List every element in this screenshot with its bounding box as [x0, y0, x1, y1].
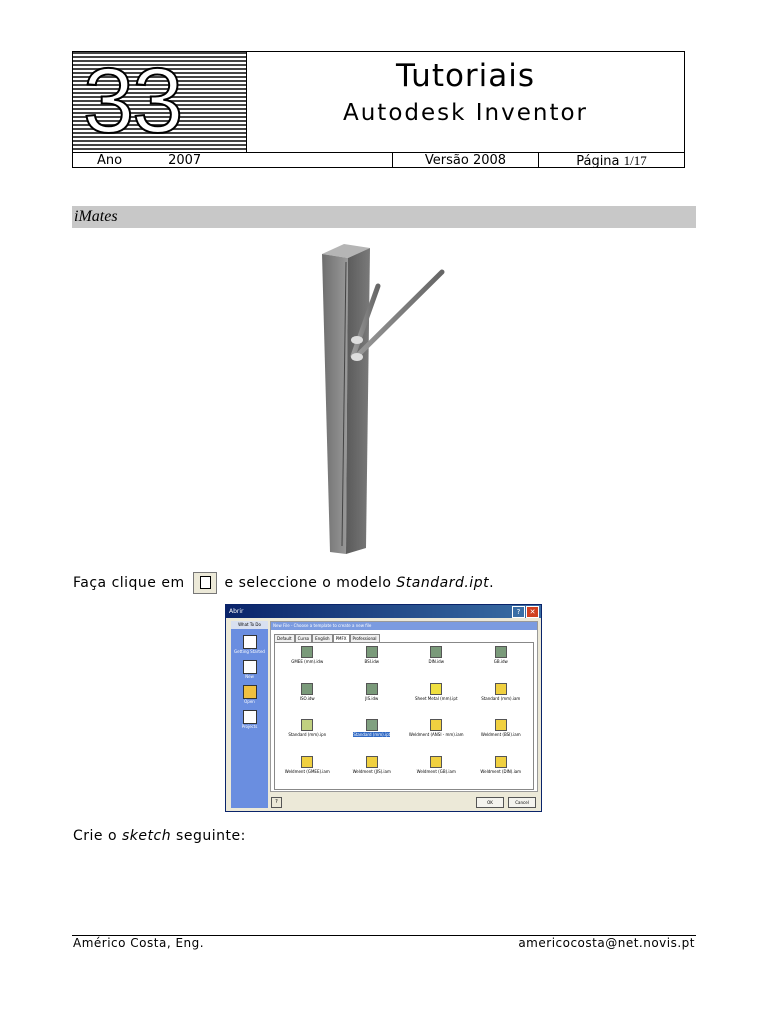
instruction2-italic: sketch: [122, 828, 172, 844]
template-tile[interactable]: [469, 643, 534, 680]
dialog-main-panel: [270, 621, 538, 792]
sidebar-header: What To Do: [231, 621, 268, 629]
dialog-titlebar: [226, 605, 541, 618]
part-icon: [366, 719, 378, 731]
year-value: 2007: [168, 153, 202, 168]
sidebar-label: Open: [244, 699, 255, 704]
sidebar-item-getting-started[interactable]: [231, 635, 268, 654]
new-icon: [243, 660, 257, 674]
year-cell: [73, 153, 393, 168]
presentation-icon: [301, 719, 313, 731]
tab-professional[interactable]: Professional: [350, 634, 380, 643]
model-name: Standard.ipt: [396, 575, 490, 591]
tutorial-number-badge: [73, 52, 247, 152]
drawing-icon: [366, 683, 378, 695]
pin-lower: [351, 353, 363, 361]
tutorial-number: 33: [83, 52, 182, 152]
template-label: Weldment (BSI).iam: [480, 732, 521, 737]
sidebar-item-new[interactable]: [231, 660, 268, 679]
template-label: GB.idw: [493, 659, 508, 664]
footer-email: americocosta@net.novis.pt: [518, 936, 695, 950]
template-tile[interactable]: [340, 680, 405, 717]
weldment-icon: [366, 756, 378, 768]
template-label: Sheet Metal (mm).ipt: [414, 695, 458, 701]
template-tile[interactable]: [404, 716, 469, 753]
help-button[interactable]: ?: [271, 797, 282, 808]
template-tile[interactable]: [340, 643, 405, 680]
template-label: Weldment (GB).iam: [416, 768, 456, 774]
dialog-footer: [270, 795, 538, 809]
header-title: Tutoriais: [395, 58, 536, 94]
page-cell: [539, 153, 684, 168]
template-tile[interactable]: [469, 680, 534, 717]
drawing-icon: [366, 646, 378, 658]
ok-button[interactable]: OK: [476, 797, 504, 808]
drawing-icon: [495, 646, 507, 658]
template-label: BSI.idw: [364, 659, 380, 664]
sidebar-item-open[interactable]: [231, 685, 268, 704]
new-file-icon[interactable]: [193, 572, 217, 594]
drawing-icon: [301, 683, 313, 695]
tab-pmfx[interactable]: PMFX: [333, 634, 350, 643]
page-label: Página: [576, 154, 620, 169]
dialog-title: Abrir: [229, 608, 244, 615]
section-title: iMates: [74, 208, 118, 225]
weldment-icon: [495, 719, 507, 731]
template-label: DIN.idw: [428, 659, 444, 664]
header-info-row: [73, 152, 684, 168]
template-tile[interactable]: [404, 680, 469, 717]
template-label: Weldment (JIS).iam: [352, 768, 391, 774]
instruction1-text-after: e seleccione o modelo: [224, 575, 392, 591]
dialog-sidebar: [231, 621, 268, 808]
projects-icon: [243, 710, 257, 724]
template-label: JIS.idw: [365, 695, 379, 701]
sidebar-label: Projects: [241, 724, 258, 729]
template-label: ISO.idw: [299, 695, 315, 701]
template-tile[interactable]: [340, 753, 405, 790]
sidebar-label: Getting Started: [234, 649, 265, 654]
drawing-icon: [301, 646, 313, 658]
page-number: 1/17: [623, 153, 647, 168]
weldment-icon: [301, 756, 313, 768]
header-subtitle: Autodesk Inventor: [342, 100, 588, 126]
assembly-icon: [495, 683, 507, 695]
pin-upper: [351, 336, 363, 344]
tab-default[interactable]: Default: [274, 634, 295, 643]
tab-curso[interactable]: Curso: [295, 634, 313, 643]
folder-icon: [243, 685, 257, 699]
template-grid: [274, 642, 534, 790]
template-label: Standard (mm).iam: [481, 695, 521, 701]
footer-author: Américo Costa, Eng.: [73, 936, 205, 950]
help-icon[interactable]: ?: [512, 606, 525, 618]
template-tile[interactable]: [469, 716, 534, 753]
instruction2-text-after: seguinte:: [176, 828, 246, 844]
template-tile[interactable]: [275, 716, 340, 753]
instruction2-text: Crie o: [73, 828, 118, 844]
template-label: Standard (mm).ipt: [353, 732, 391, 737]
close-icon[interactable]: ✕: [526, 606, 539, 618]
sidebar-label: New: [245, 674, 254, 679]
section-heading: [72, 206, 696, 228]
template-tile[interactable]: [404, 753, 469, 790]
post-side-face: [346, 248, 370, 554]
template-label: GMEE (mm).idw: [291, 659, 324, 664]
template-tile[interactable]: [275, 680, 340, 717]
sidebar-item-projects[interactable]: [231, 710, 268, 729]
instruction1-end: .: [489, 575, 495, 591]
dialog-panel-header: New File - Choose a template to create a new file: [271, 622, 537, 630]
cancel-button[interactable]: Cancel: [508, 797, 536, 808]
weldment-icon: [430, 719, 442, 731]
tab-english[interactable]: English: [312, 634, 332, 643]
year-label: Ano: [97, 153, 123, 168]
template-tile[interactable]: [404, 643, 469, 680]
drawing-icon: [430, 646, 442, 658]
template-tile[interactable]: [275, 753, 340, 790]
instruction-sketch: [73, 828, 246, 844]
header-title-block: [247, 52, 684, 152]
weldment-icon: [430, 756, 442, 768]
template-tile-selected[interactable]: [340, 716, 405, 753]
template-label: Weldment (GMEE).iam: [284, 768, 330, 774]
model-figure: [300, 236, 460, 558]
instruction1-text: Faça clique em: [73, 575, 185, 591]
instruction-new-file: [73, 572, 494, 594]
template-label: Weldment (DIN).iam: [480, 768, 522, 774]
template-label: Standard (mm).ipn: [288, 732, 327, 737]
getting-started-icon: [243, 635, 257, 649]
version-cell: Versão 2008: [393, 153, 539, 168]
template-label: Weldment (ANSI - mm).iam: [408, 732, 464, 737]
sheet-metal-icon: [430, 683, 442, 695]
document-header: [72, 51, 685, 168]
weldment-icon: [495, 756, 507, 768]
open-dialog: [225, 604, 542, 812]
template-tile[interactable]: [275, 643, 340, 680]
template-tile[interactable]: [469, 753, 534, 790]
